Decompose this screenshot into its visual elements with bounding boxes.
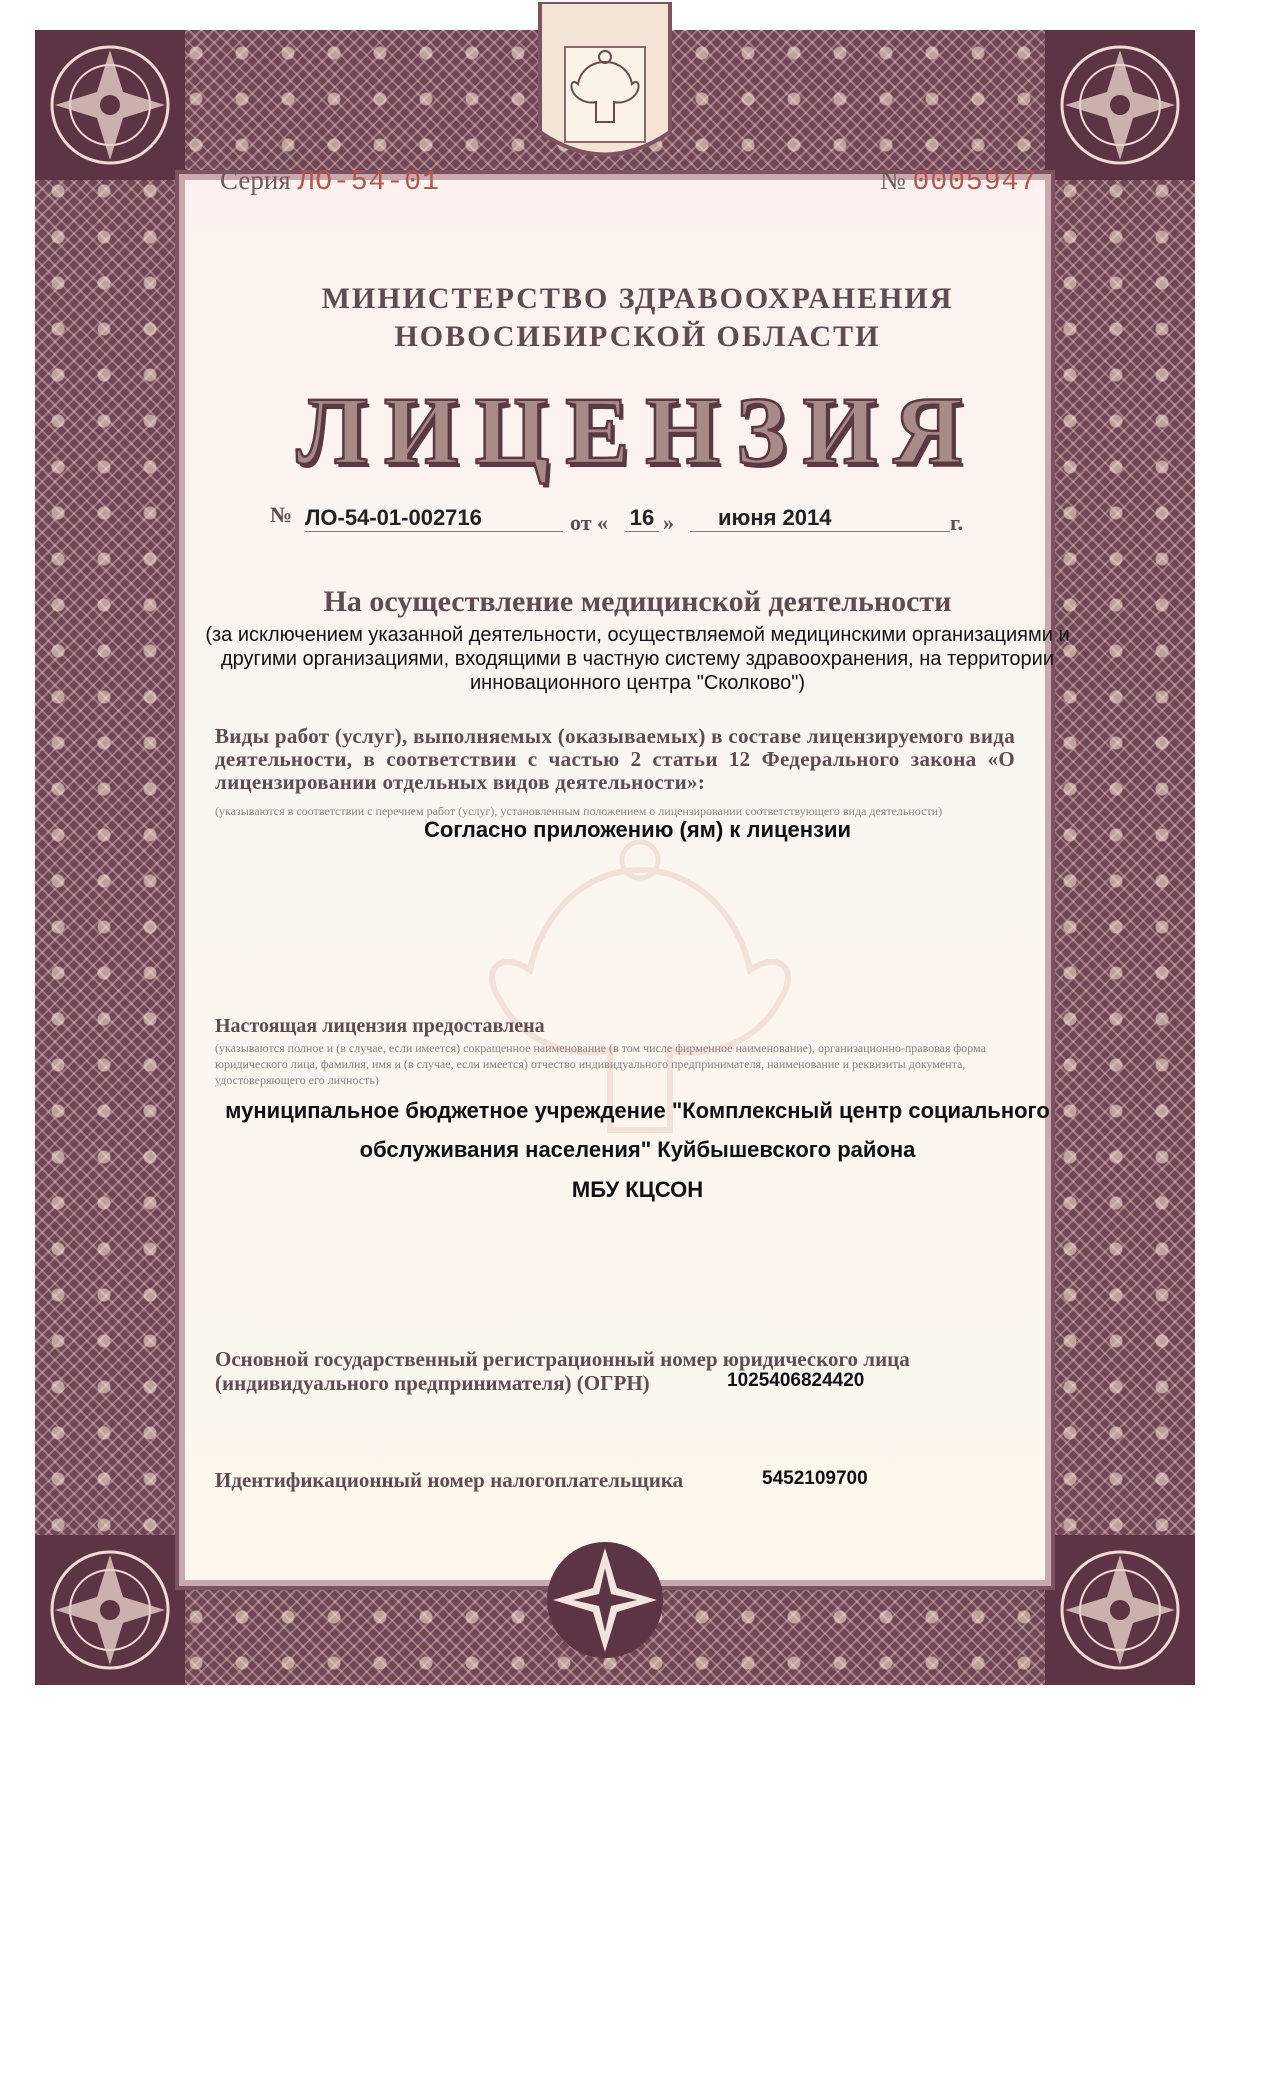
license-from-label: от « xyxy=(570,510,609,535)
corner-rosette-icon xyxy=(1045,30,1195,180)
activity-title: На осуществление медицинской деятельности xyxy=(323,585,952,618)
russian-coat-of-arms-icon xyxy=(530,2,680,172)
corner-rosette-icon xyxy=(35,1535,185,1685)
license-month-year: июня 2014 xyxy=(690,505,950,532)
ministry-name xyxy=(150,280,1125,356)
license-day-close: » xyxy=(663,510,674,535)
activity-exception: (за исключением указанной деятельности, осуществляемой медицинскими организациями и другими организациями, входящими в частную систему здравоохранения, на территории инновационного центра "Сколково") xyxy=(205,624,1070,694)
ogrn-value: 1025406824420 xyxy=(727,1370,865,1391)
ministry-line-1: МИНИСТЕРСТВО ЗДРАВООХРАНЕНИЯ xyxy=(321,282,954,315)
works-note: (указываются в соответствии с перечнем работ (услуг), установленным положением о лицензировании соответствующего вида деятельности) xyxy=(215,804,943,818)
licensee-label: Настоящая лицензия предоставлена xyxy=(215,1015,545,1037)
series-label: Серия xyxy=(220,165,291,195)
inn-value: 5452109700 xyxy=(762,1468,868,1489)
inn-label: Идентификационный номер налогоплательщика xyxy=(215,1468,684,1492)
form-number-field xyxy=(880,165,1037,198)
ministry-line-2: НОВОСИБИРСКОЙ ОБЛАСТИ xyxy=(394,320,881,353)
works-description: Виды работ (услуг), выполняемых (оказываемых) в составе лицензируемого вида деятельности, в соответствии с частью 2 статьи 12 Федерального закона «О лицензировании отдельных видов деятельности»: xyxy=(215,724,1015,794)
license-day-value: 16 xyxy=(625,505,659,532)
licensee-name-line-2: обслуживания населения" Куйбышевского района xyxy=(359,1137,916,1162)
license-date-field xyxy=(690,505,950,532)
license-year-suffix: г. xyxy=(950,510,964,535)
license-number-sign: № xyxy=(270,502,293,527)
ogrn-label-line-1: Основной государственный регистрационный номер юридического лица xyxy=(215,1347,910,1371)
licensee-name-line-1: муниципальное бюджетное учреждение "Комплексный центр социального xyxy=(225,1098,1050,1123)
form-number-value: 0005947 xyxy=(912,167,1038,198)
corner-rosette-icon xyxy=(35,30,185,180)
number-sign: № xyxy=(880,165,906,195)
series-field xyxy=(220,165,440,198)
licensee-short-name: МБУ КЦСОН xyxy=(571,1177,704,1202)
ogrn-label-line-2: (индивидуального предпринимателя) (ОГРН) xyxy=(215,1371,650,1395)
corner-rosette-icon xyxy=(1045,1535,1195,1685)
rosette-ornament-icon xyxy=(545,1540,665,1660)
license-day-field xyxy=(625,505,659,532)
document-title: ЛИЦЕНЗИЯ xyxy=(296,377,979,484)
ogrn-label xyxy=(215,1347,1035,1395)
licensee-note: (указываются полное и (в случае, если имеется) сокращенное наименование (в том числе фирменное наименование), организационно-правовая форма юридического лица, фамилия, имя и (в случае, если имеется) отчество индивидуального предпринимателя, наименование и реквизиты документа, удостоверяющего его личность) xyxy=(215,1041,986,1087)
works-value: Согласно приложению (ям) к лицензии xyxy=(423,817,852,842)
license-number-value: ЛО-54-01-002716 xyxy=(305,505,563,532)
license-number-field xyxy=(305,505,563,532)
series-value: ЛО-54-01 xyxy=(297,167,440,198)
